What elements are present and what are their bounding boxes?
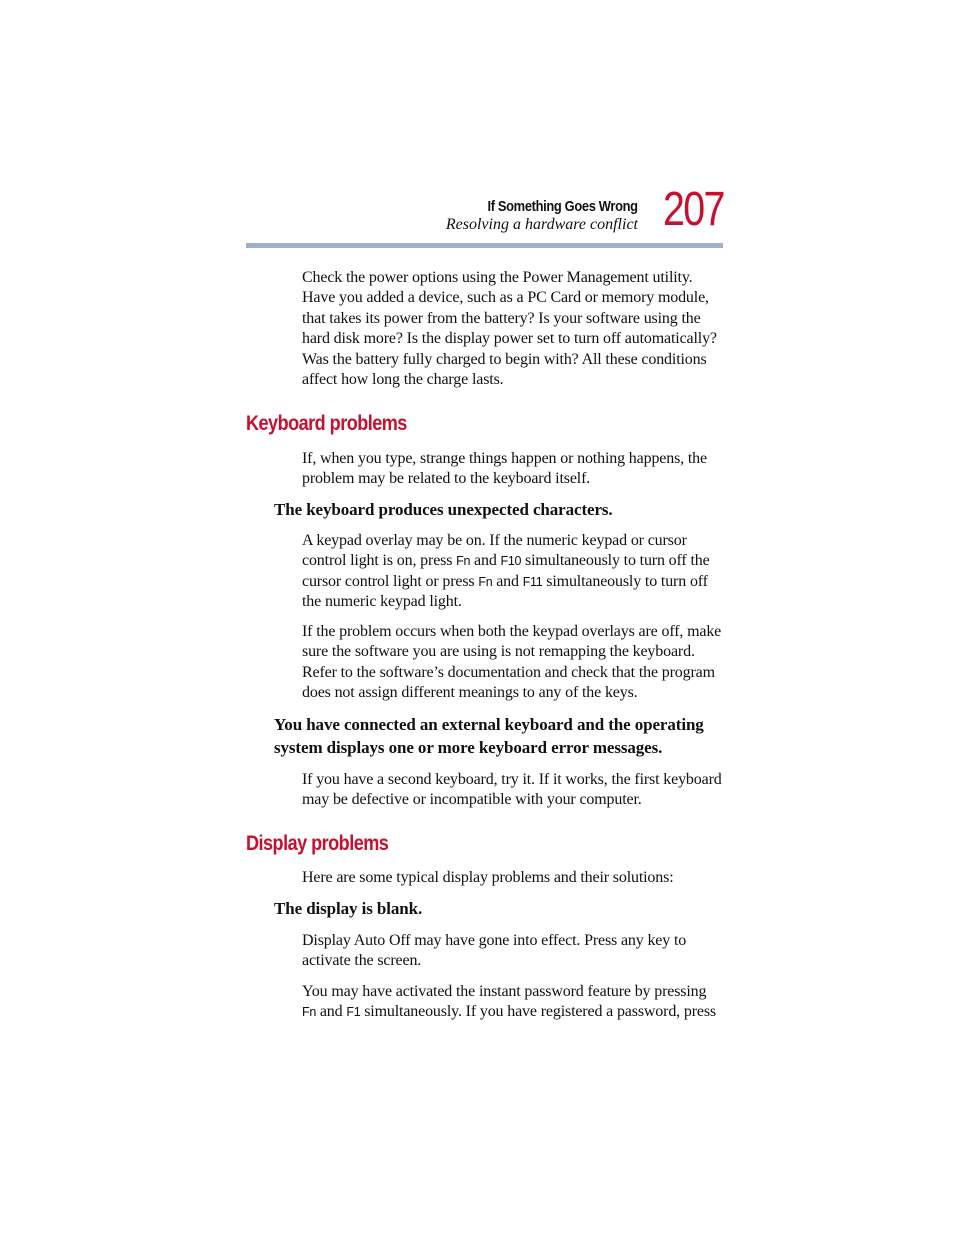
text-run: simultaneously to turn off [542, 572, 708, 590]
text-line: that takes its power from the battery? Is your software using the [302, 309, 701, 327]
keyboard-problems-heading: Keyboard problems [246, 412, 407, 435]
fn-key-label: Fn [478, 574, 493, 589]
text-line: the numeric keypad light. [302, 593, 462, 611]
header-rule [246, 243, 723, 248]
text-line: If, when you type, strange things happen or nothing happens, the [302, 450, 707, 467]
text-run: and [470, 552, 501, 570]
text-run: simultaneously to turn off the [521, 552, 710, 570]
second-keyboard-paragraph [302, 770, 726, 811]
fn-key-label: Fn [456, 554, 471, 569]
text-line: Display Auto Off may have gone into effect. Press any key to [302, 932, 687, 949]
text-run: cursor control light or press [302, 572, 479, 590]
fn-key-label: Fn [302, 1005, 316, 1020]
text-line: If the problem occurs when both the keypad overlays are off, make [302, 623, 722, 640]
text-line: affect how long the charge lasts. [302, 371, 504, 389]
text-line: Here are some typical display problems and their solutions: [302, 869, 674, 886]
text-line: Refer to the software’s documentation and check that the program [302, 663, 715, 681]
unexpected-characters-subheading: The keyboard produces unexpected characters. [274, 500, 613, 519]
text-line: problem may be related to the keyboard itself. [302, 470, 591, 488]
text-line: A keypad overlay may be on. If the numeric keypad or cursor [302, 532, 687, 549]
f1-key-label: F1 [346, 1005, 361, 1020]
text-line: activate the screen. [302, 952, 422, 970]
display-intro-paragraph [302, 868, 726, 888]
display-blank-subheading: The display is blank. [274, 899, 423, 918]
page-number: 207 [663, 183, 724, 236]
text-line: You may have activated the instant password feature by pressing [302, 983, 707, 1000]
text-run: simultaneously. If you have registered a password, press [360, 1003, 717, 1021]
f10-key-label: F10 [500, 554, 522, 569]
keyboard-intro-paragraph [302, 449, 726, 490]
text-line: may be defective or incompatible with your computer. [302, 791, 642, 809]
f11-key-label: F11 [522, 574, 543, 589]
subheading-line: You have connected an external keyboard and the operating [274, 715, 704, 734]
text-line: Was the battery fully charged to begin with? All these conditions [302, 350, 707, 368]
text-line: Have you added a device, such as a PC Card or memory module, [302, 289, 709, 307]
text-run: and [492, 572, 523, 590]
keypad-overlay-paragraph [302, 531, 726, 613]
battery-conditions-paragraph [302, 268, 726, 390]
text-line: sure the software you are using is not remapping the keyboard. [302, 643, 695, 661]
subheading-line: system displays one or more keyboard error messages. [274, 738, 663, 757]
remapping-paragraph [302, 622, 726, 704]
text-run: and [316, 1003, 347, 1021]
auto-off-paragraph [302, 931, 726, 972]
text-run: control light is on, press [302, 552, 457, 570]
text-line: hard disk more? Is the display power set to turn off automatically? [302, 330, 717, 348]
running-header-section: Resolving a hardware conflict [445, 216, 638, 233]
instant-password-paragraph [302, 982, 726, 1023]
running-header-chapter: If Something Goes Wrong [487, 198, 638, 215]
text-line: If you have a second keyboard, try it. If it works, the first keyboard [302, 771, 722, 788]
text-line: does not assign different meanings to any of the keys. [302, 684, 638, 702]
external-keyboard-subheading [274, 713, 726, 759]
text-line: Check the power options using the Power Management utility. [302, 269, 693, 286]
display-problems-heading: Display problems [246, 832, 389, 855]
